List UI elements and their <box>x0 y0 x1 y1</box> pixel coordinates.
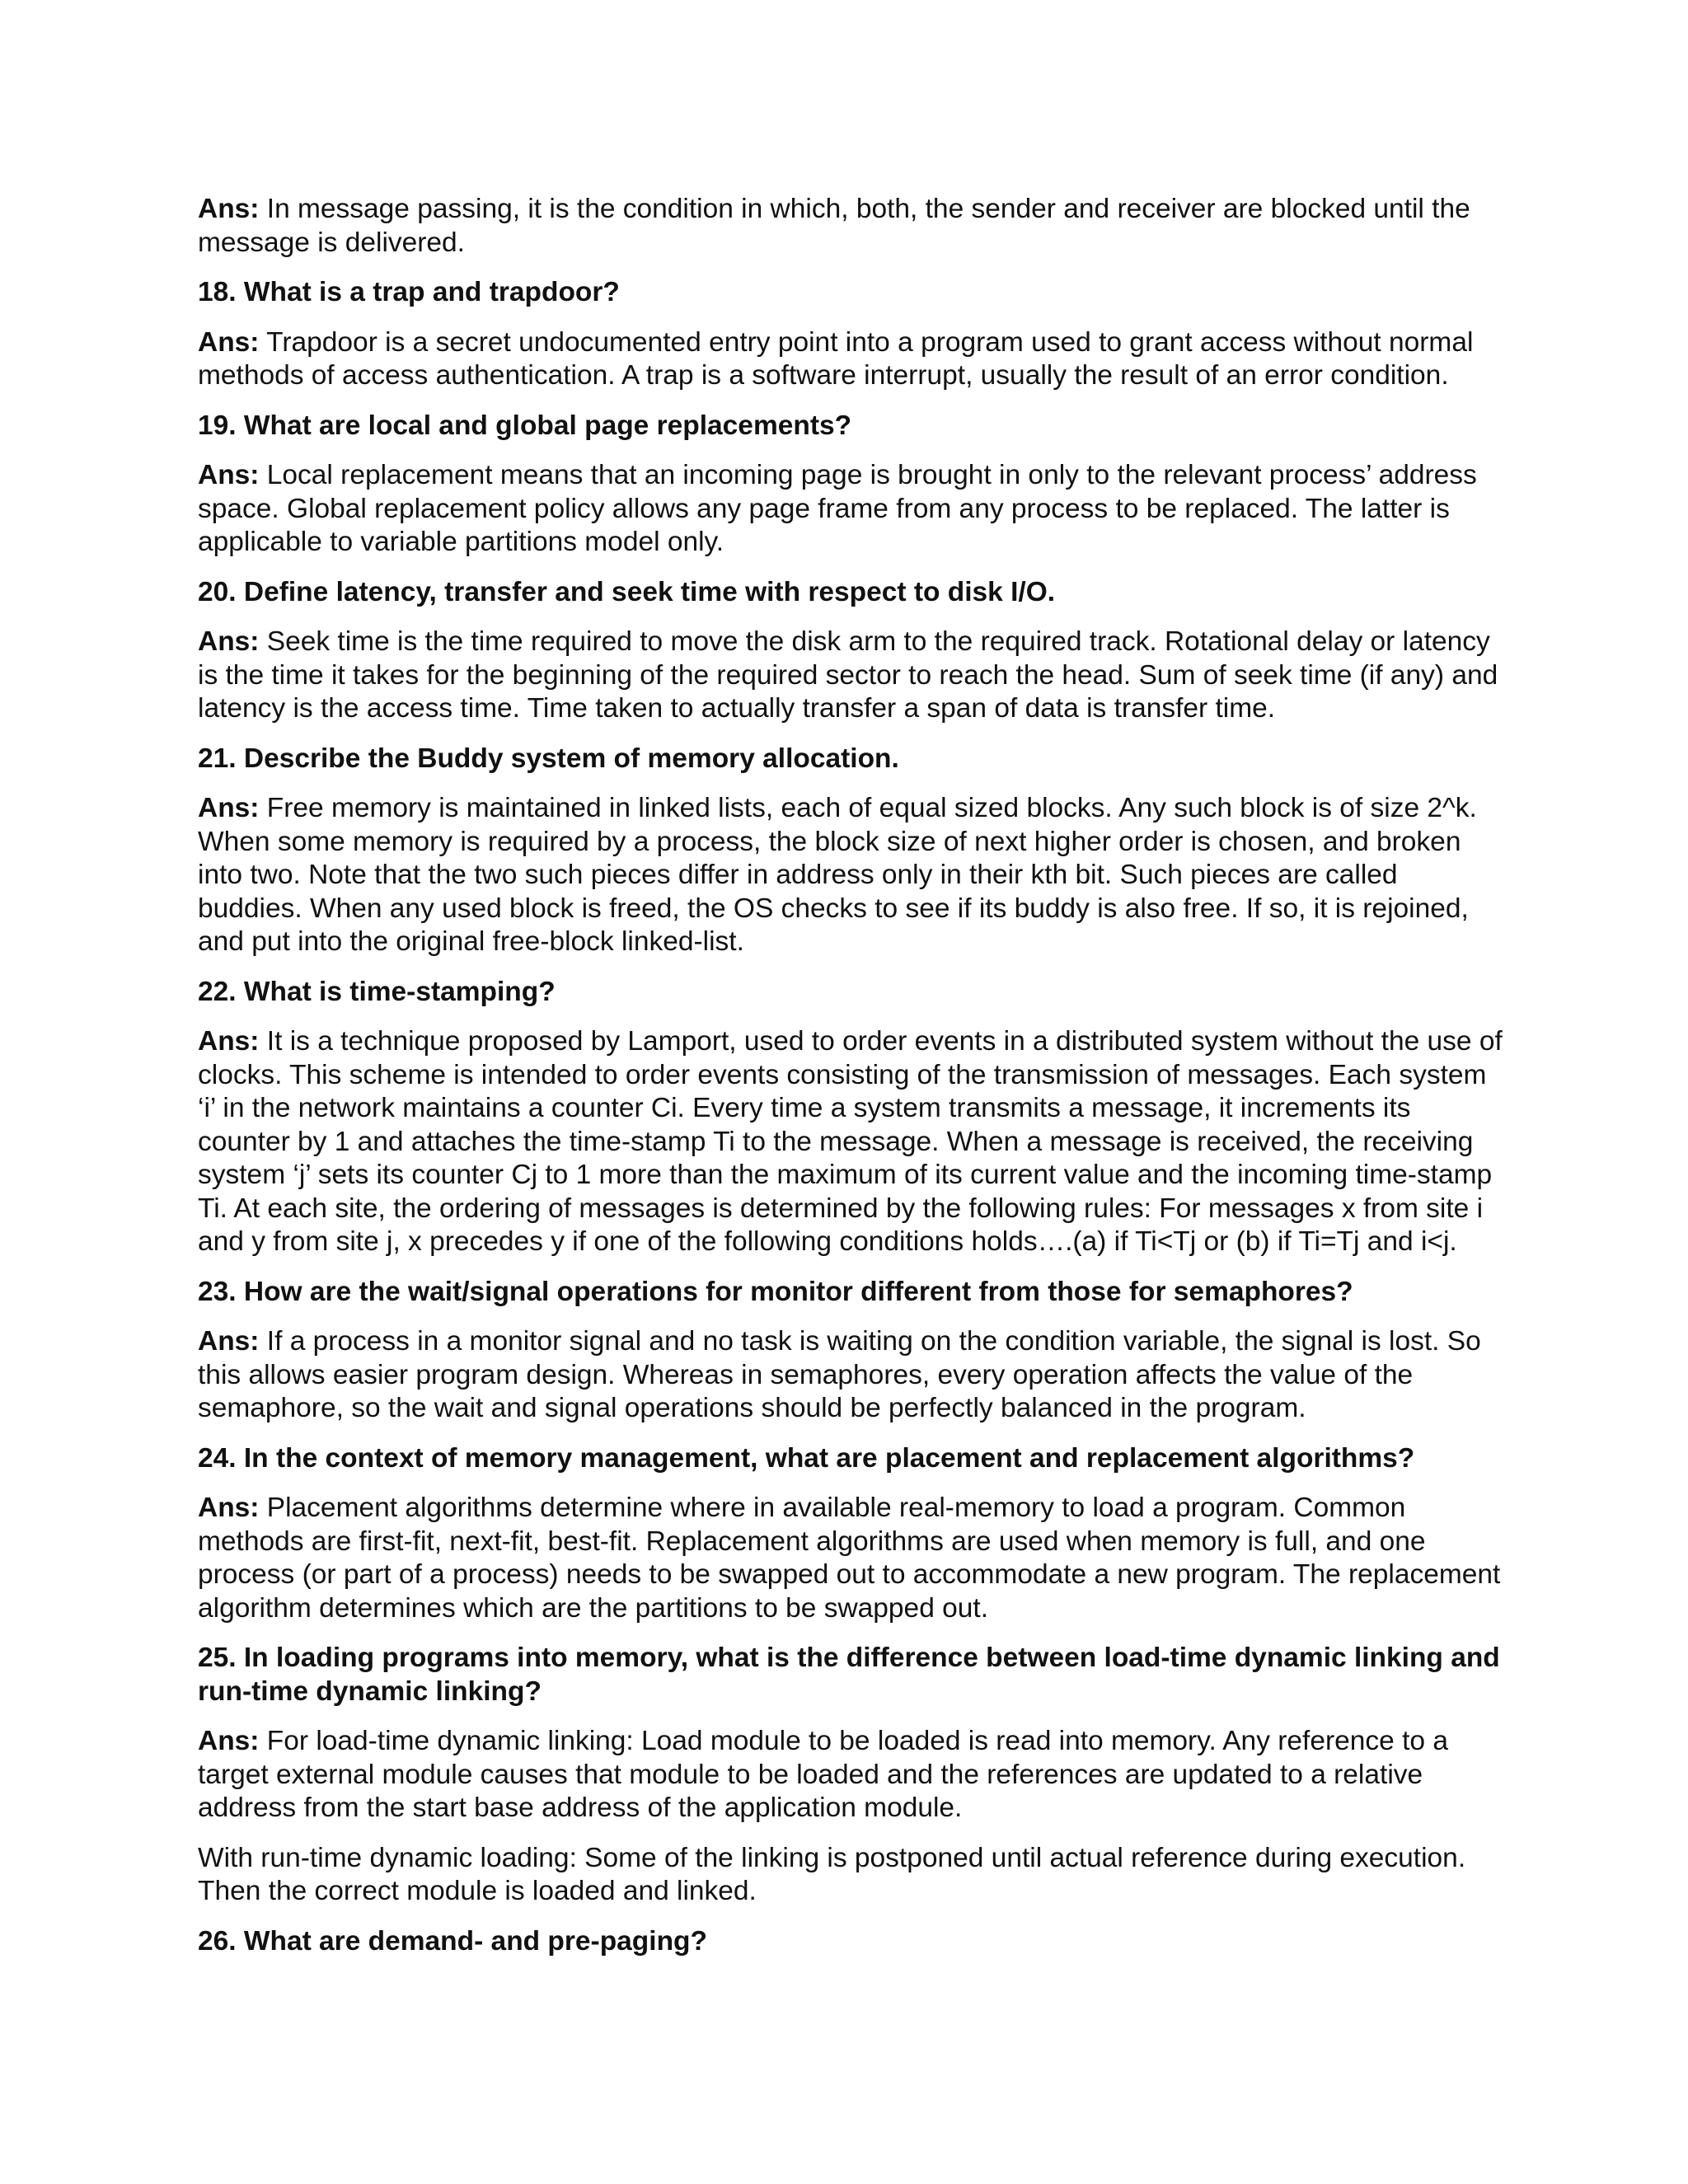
answer-paragraph <box>198 193 1508 260</box>
question-heading: 20. Define latency, transfer and seek time with respect to disk I/O. <box>198 576 1056 607</box>
answer-label: Ans: <box>198 626 260 657</box>
answer-text: Local replacement means that an incoming page is brought in only to the relevant process’ address space. Global replacement policy allows any page frame from any process to be replaced. The latter is applicable to variable partitions model only. <box>198 460 1477 557</box>
answer-label: Ans: <box>198 460 260 490</box>
answer-text: Placement algorithms determine where in available real-memory to load a program. Common methods are first-fit, next-fit, best-fit. Replacement algorithms are used when memory is full, and one process (or part of a process) needs to be swapped out to accommodate a new program. The replacement algorithm determines which are the partitions to be swapped out. <box>198 1493 1501 1624</box>
answer-label: Ans: <box>198 793 260 823</box>
answer-paragraph <box>198 626 1508 726</box>
question-heading: 19. What are local and global page replacements? <box>198 410 852 441</box>
question-heading: 24. In the context of memory management, what are placement and replacement algorithms? <box>198 1442 1415 1474</box>
question-heading: 23. How are the wait/signal operations for monitor different from those for semaphores? <box>198 1276 1353 1307</box>
answer-paragraph <box>198 459 1508 560</box>
answer-label: Ans: <box>198 326 260 358</box>
question-heading: 21. Describe the Buddy system of memory allocation. <box>198 743 899 774</box>
answer-label: Ans: <box>198 1026 260 1057</box>
answer-label: Ans: <box>198 1326 260 1357</box>
question-heading: 26. What are demand- and pre-paging? <box>198 1925 707 1957</box>
answer-label: Ans: <box>198 1726 260 1756</box>
answer-paragraph <box>198 326 1508 393</box>
answer-paragraph <box>198 1325 1508 1426</box>
answer-text: Trapdoor is a secret undocumented entry point into a program used to grant access without normal methods of access authentication. A trap is a software interrupt, usually the result of an error condition. <box>198 326 1474 391</box>
question-heading: 18. What is a trap and trapdoor? <box>198 277 620 307</box>
answer-label: Ans: <box>198 1493 260 1523</box>
question-heading: 22. What is time-stamping? <box>198 976 556 1007</box>
answer-text: It is a technique proposed by Lamport, used to order events in a distributed system without the use of clocks. This scheme is intended to order events consisting of the transmission of messages. Each system ‘i’ in the network maintains a counter Ci. Every time a system transmits a message, it increments its counter by 1 and attaches the time-stamp Ti to the message. When a message is received, the receiving system ‘j’ sets its counter Cj to 1 more than the maximum of its current value and the incoming time-stamp Ti. At each site, the ordering of messages is determined by the following rules: For messages x from site i and y from site j, x precedes y if one of the following conditions holds….(a) if Ti<Tj or (b) if Ti=Tj and i<j. <box>198 1026 1503 1257</box>
answer-label: Ans: <box>198 194 260 224</box>
answer-paragraph <box>198 1492 1508 1625</box>
answer-text: Seek time is the time required to move the disk arm to the required track. Rotational delay or latency is the time it takes for the beginning of the required sector to reach the head. Sum of seek time (if any) and latency is the access time. Time taken to actually transfer a span of data is transfer time. <box>198 626 1498 724</box>
answer-text: If a process in a monitor signal and no task is waiting on the condition variable, the signal is lost. So this allows easier program design. Whereas in semaphores, every operation affects the value of the semaphore, so the wait and signal operations should be perfectly balanced in the program. <box>198 1326 1481 1423</box>
answer-paragraph <box>198 1025 1508 1259</box>
answer-paragraph <box>198 792 1508 959</box>
answer-text: Free memory is maintained in linked lists, each of equal sized blocks. Any such block is of size 2^k. When some memory is required by a process, the block size of next higher order is chosen, and broken into two. Note that the two such pieces differ in address only in their kth bit. Such pieces are called buddies. When any used block is freed, the OS checks to see if its buddy is also free. If so, it is rejoined, and put into the original free-block linked-list. <box>198 793 1477 957</box>
document-page <box>198 193 1508 1975</box>
question-heading: 25. In loading programs into memory, what is the difference between load-time dynamic linking and run-time dynamic linking? <box>198 1643 1500 1707</box>
answer-paragraph <box>198 1725 1508 1825</box>
body-paragraph: With run-time dynamic loading: Some of the linking is postponed until actual reference during execution. Then the correct module is loaded and linked. <box>198 1842 1466 1906</box>
answer-text: In message passing, it is the condition in which, both, the sender and receiver are blocked until the message is delivered. <box>198 194 1470 258</box>
answer-text: For load-time dynamic linking: Load module to be loaded is read into memory. Any reference to a target external module causes that module to be loaded and the references are updated to a relative address from the start base address of the application module. <box>198 1726 1448 1823</box>
